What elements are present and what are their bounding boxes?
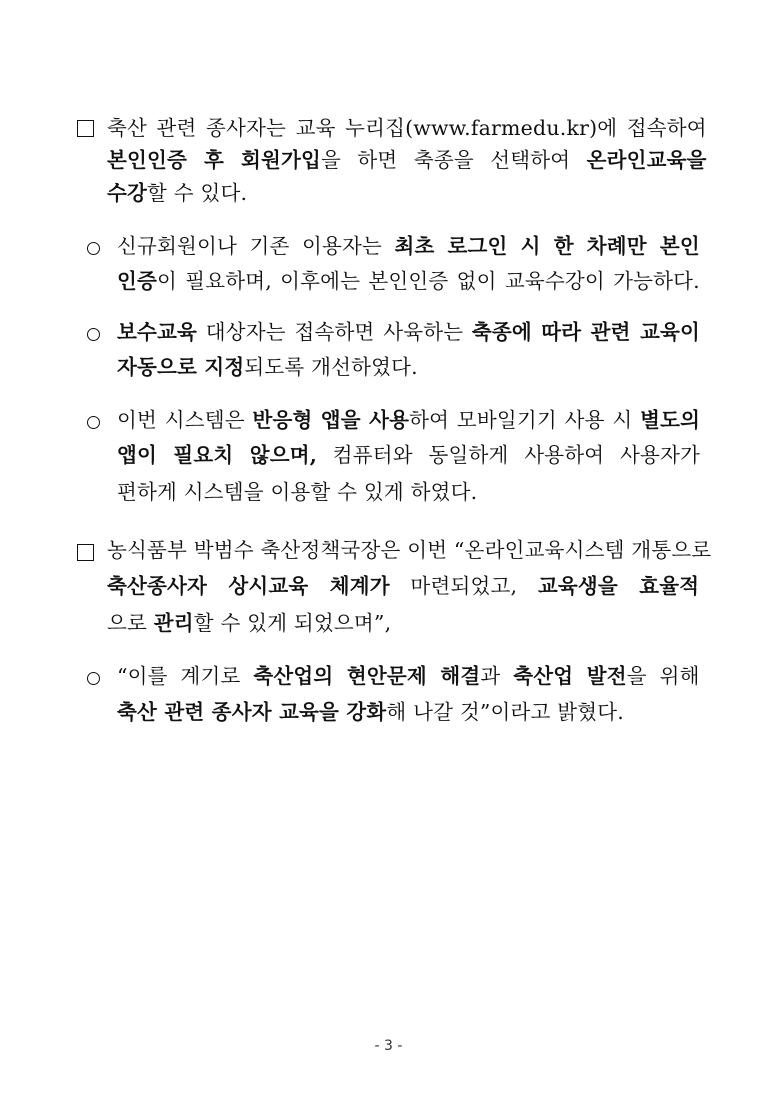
paragraph-line bbox=[117, 320, 700, 344]
text-segment: 을 하면 축종을 선택하여 bbox=[321, 148, 587, 172]
emphasized-text: 관리 bbox=[153, 611, 194, 635]
square-bullet-icon bbox=[77, 120, 94, 137]
text-segment: 할 수 있게 되었으며”, bbox=[193, 611, 392, 635]
emphasized-text: 축산업의 현안문제 해결 bbox=[253, 664, 481, 688]
text-segment: 축산 관련 종사자는 교육 누리집(www.farmedu.kr)에 접속하여 bbox=[107, 116, 707, 140]
emphasized-text: 인증 bbox=[117, 269, 158, 293]
emphasized-text: 앱이 필요치 않으며, bbox=[117, 443, 318, 467]
circle-bullet-icon bbox=[87, 416, 100, 429]
text-segment: 으로 bbox=[107, 611, 154, 635]
paragraph-line bbox=[107, 148, 707, 172]
emphasized-text: 축산 관련 종사자 교육을 강화 bbox=[117, 700, 387, 724]
square-bullet-icon bbox=[77, 544, 94, 561]
paragraph-line bbox=[117, 480, 477, 504]
text-segment: 농식품부 박범수 축산정책국장은 이번 “온라인교육시스템 개통으로 bbox=[107, 538, 712, 562]
text-segment: 을 위해 bbox=[626, 664, 700, 688]
circle-bullet-icon bbox=[87, 242, 100, 255]
text-segment: 과 bbox=[480, 664, 514, 688]
emphasized-text: 최초 로그인 시 한 차례만 본인 bbox=[394, 234, 700, 258]
paragraph-line bbox=[117, 234, 700, 258]
emphasized-text: 교육생을 효율적 bbox=[537, 574, 700, 598]
paragraph-line bbox=[117, 355, 418, 379]
text-segment: 이 필요하며, 이후에는 본인인증 없이 교육수강이 가능하다. bbox=[157, 269, 700, 293]
text-segment: 이번 시스템은 bbox=[117, 408, 253, 432]
emphasized-text: 보수교육 bbox=[117, 320, 198, 344]
paragraph-line bbox=[107, 116, 707, 140]
paragraph-line bbox=[117, 700, 624, 724]
text-segment: “이를 계기로 bbox=[117, 664, 254, 688]
paragraph-line bbox=[107, 181, 247, 205]
text-segment: 편하게 시스템을 이용할 수 있게 하였다. bbox=[117, 480, 478, 504]
paragraph-line bbox=[107, 538, 711, 562]
emphasized-text: 반응형 앱을 사용 bbox=[252, 408, 410, 432]
emphasized-text: 수강 bbox=[107, 181, 148, 205]
page-number: - 3 - bbox=[374, 1038, 403, 1054]
emphasized-text: 온라인교육을 bbox=[586, 148, 707, 172]
text-segment: 신규회원이나 기존 이용자는 bbox=[117, 234, 395, 258]
paragraph-line bbox=[117, 664, 700, 688]
circle-bullet-icon bbox=[87, 328, 100, 341]
emphasized-text: 자동으로 지정 bbox=[117, 355, 245, 379]
paragraph-line bbox=[117, 408, 700, 432]
text-segment: 되도록 개선하였다. bbox=[244, 355, 418, 379]
emphasized-text: 본인인증 후 회원가입 bbox=[107, 148, 322, 172]
paragraph-line bbox=[117, 443, 700, 467]
text-segment: 할 수 있다. bbox=[147, 181, 248, 205]
paragraph-line bbox=[117, 269, 700, 293]
emphasized-text: 축산업 발전 bbox=[513, 664, 627, 688]
emphasized-text: 별도의 bbox=[640, 408, 701, 432]
text-segment: 마련되었고, bbox=[389, 574, 538, 598]
text-segment: 하여 모바일기기 사용 시 bbox=[409, 408, 641, 432]
emphasized-text: 축종에 따라 관련 교육이 bbox=[471, 320, 700, 344]
text-segment: 해 나갈 것”이라고 밝혔다. bbox=[386, 700, 624, 724]
emphasized-text: 축산종사자 상시교육 체계가 bbox=[107, 574, 390, 598]
circle-bullet-icon bbox=[87, 672, 100, 685]
text-segment: 대상자는 접속하면 사육하는 bbox=[197, 320, 472, 344]
text-segment: 컴퓨터와 동일하게 사용하여 사용자가 bbox=[317, 443, 700, 467]
paragraph-line bbox=[107, 611, 391, 635]
paragraph-line bbox=[107, 574, 699, 598]
